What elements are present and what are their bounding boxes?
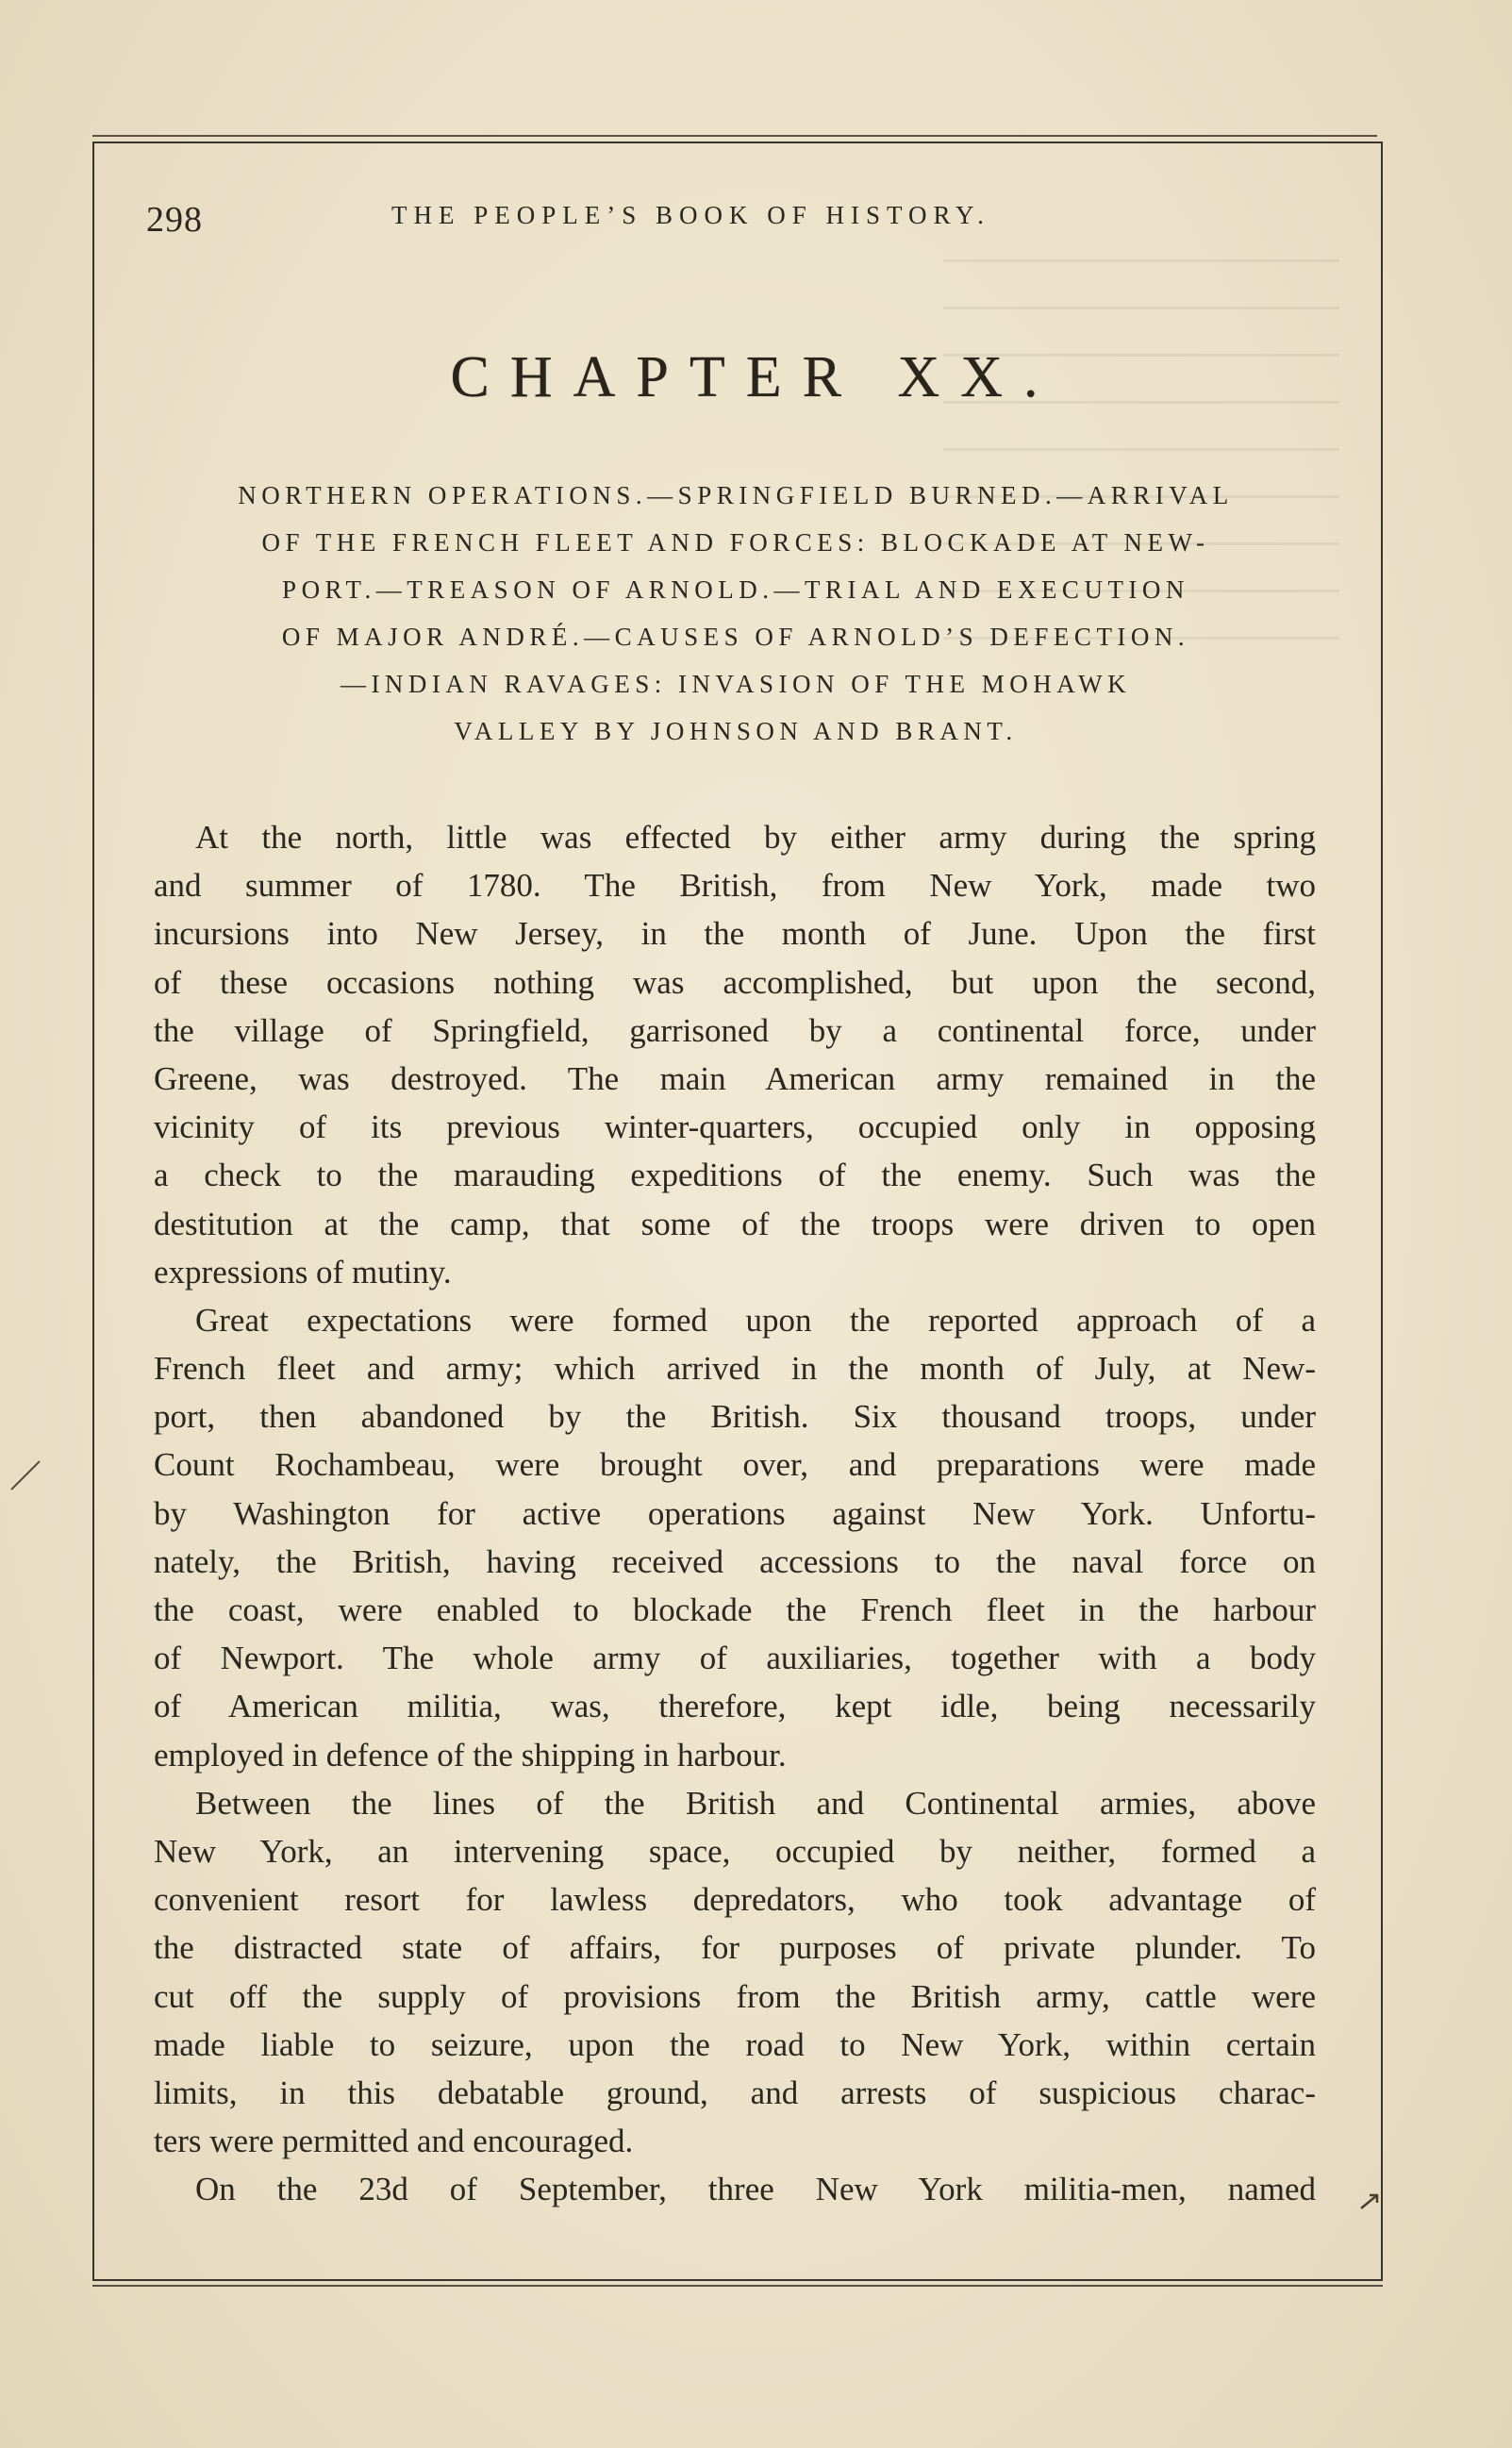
text-line: nately, the British, having received accessions to the naval force on	[154, 1542, 1316, 1580]
text-line: a check to the marauding expeditions of the enemy. Such was the	[154, 1157, 1316, 1194]
running-title: THE PEOPLE’S BOOK OF HISTORY.	[391, 201, 990, 229]
text-line: On the 23d of September, three New York militia-men, named	[195, 2171, 1316, 2208]
text-line: Between the lines of the British and Continental armies, above	[195, 1784, 1316, 1822]
margin-tick-mark	[9, 1457, 42, 1500]
text-line: of American militia, was, therefore, kept idle, being necessarily	[154, 1688, 1316, 1725]
summary-line: VALLEY BY JOHNSON AND BRANT.	[454, 717, 1018, 745]
chapter-heading: CHAPTER XX.	[450, 345, 1059, 409]
text-line: Greene, was destroyed. The main American army remained in the	[154, 1059, 1316, 1097]
text-line: convenient resort for lawless depredators, who took advantage of	[154, 1881, 1316, 1919]
text-line: port, then abandoned by the British. Six thousand troops, under	[154, 1398, 1316, 1436]
text-line: expressions of mutiny.	[154, 1253, 452, 1291]
paragraph	[154, 813, 1316, 1296]
text-line: At the north, little was effected by either army during the spring	[195, 819, 1316, 856]
text-line: limits, in this debatable ground, and arrests of suspicious charac-	[154, 2073, 1316, 2111]
text-line: employed in defence of the shipping in harbour.	[154, 1736, 787, 1774]
text-line: Count Rochambeau, were brought over, and preparations were made	[154, 1446, 1316, 1484]
text-line: destitution at the camp, that some of the troops were driven to open	[154, 1205, 1316, 1242]
summary-line: NORTHERN OPERATIONS.—SPRINGFIELD BURNED.—ARRIVAL	[238, 481, 1234, 509]
body-text	[154, 813, 1316, 2213]
text-line: cut off the supply of provisions from the British army, cattle were	[154, 1977, 1316, 2015]
page-number: 298	[146, 200, 203, 240]
frame-bottom-rule	[92, 2285, 1383, 2287]
summary-line: PORT.—TREASON OF ARNOLD.—TRIAL AND EXECUTION	[282, 575, 1189, 604]
text-line: the coast, were enabled to blockade the French fleet in the harbour	[154, 1591, 1316, 1628]
text-line: of Newport. The whole army of auxiliaries, together with a body	[154, 1640, 1316, 1677]
text-line: vicinity of its previous winter-quarters, occupied only in opposing	[154, 1108, 1316, 1146]
text-line: the distracted state of affairs, for purposes of private plunder. To	[154, 1929, 1316, 1967]
text-line: Great expectations were formed upon the reported approach of a	[195, 1301, 1316, 1339]
text-line: made liable to seizure, upon the road to New York, within certain	[154, 2025, 1316, 2063]
summary-line: OF MAJOR ANDRÉ.—CAUSES OF ARNOLD’S DEFECTION.	[281, 623, 1190, 651]
margin-arrow-mark	[1358, 2181, 1381, 2221]
text-line: of these occasions nothing was accomplished, but upon the second,	[154, 963, 1316, 1001]
paragraph	[154, 1296, 1316, 1779]
summary-line: —INDIAN RAVAGES: INVASION OF THE MOHAWK	[340, 670, 1132, 698]
frame-top-rule	[92, 135, 1377, 137]
text-line: and summer of 1780. The British, from New York, made two	[154, 867, 1316, 905]
chapter-summary	[146, 472, 1325, 755]
summary-line: OF THE FRENCH FLEET AND FORCES: BLOCKADE AT NEW-	[261, 528, 1210, 557]
text-line: French fleet and army; which arrived in the month of July, at New-	[154, 1350, 1316, 1388]
text-line: New York, an intervening space, occupied by neither, formed a	[154, 1832, 1316, 1870]
text-line: incursions into New Jersey, in the month of June. Upon the first	[154, 915, 1316, 953]
running-head	[146, 193, 1325, 250]
paragraph	[154, 2165, 1316, 2213]
text-line: by Washington for active operations against New York. Unfortu-	[154, 1494, 1316, 1532]
text-line: the village of Springfield, garrisoned by a continental force, under	[154, 1011, 1316, 1049]
text-line: ters were permitted and encouraged.	[154, 2123, 634, 2160]
paragraph	[154, 1779, 1316, 2166]
